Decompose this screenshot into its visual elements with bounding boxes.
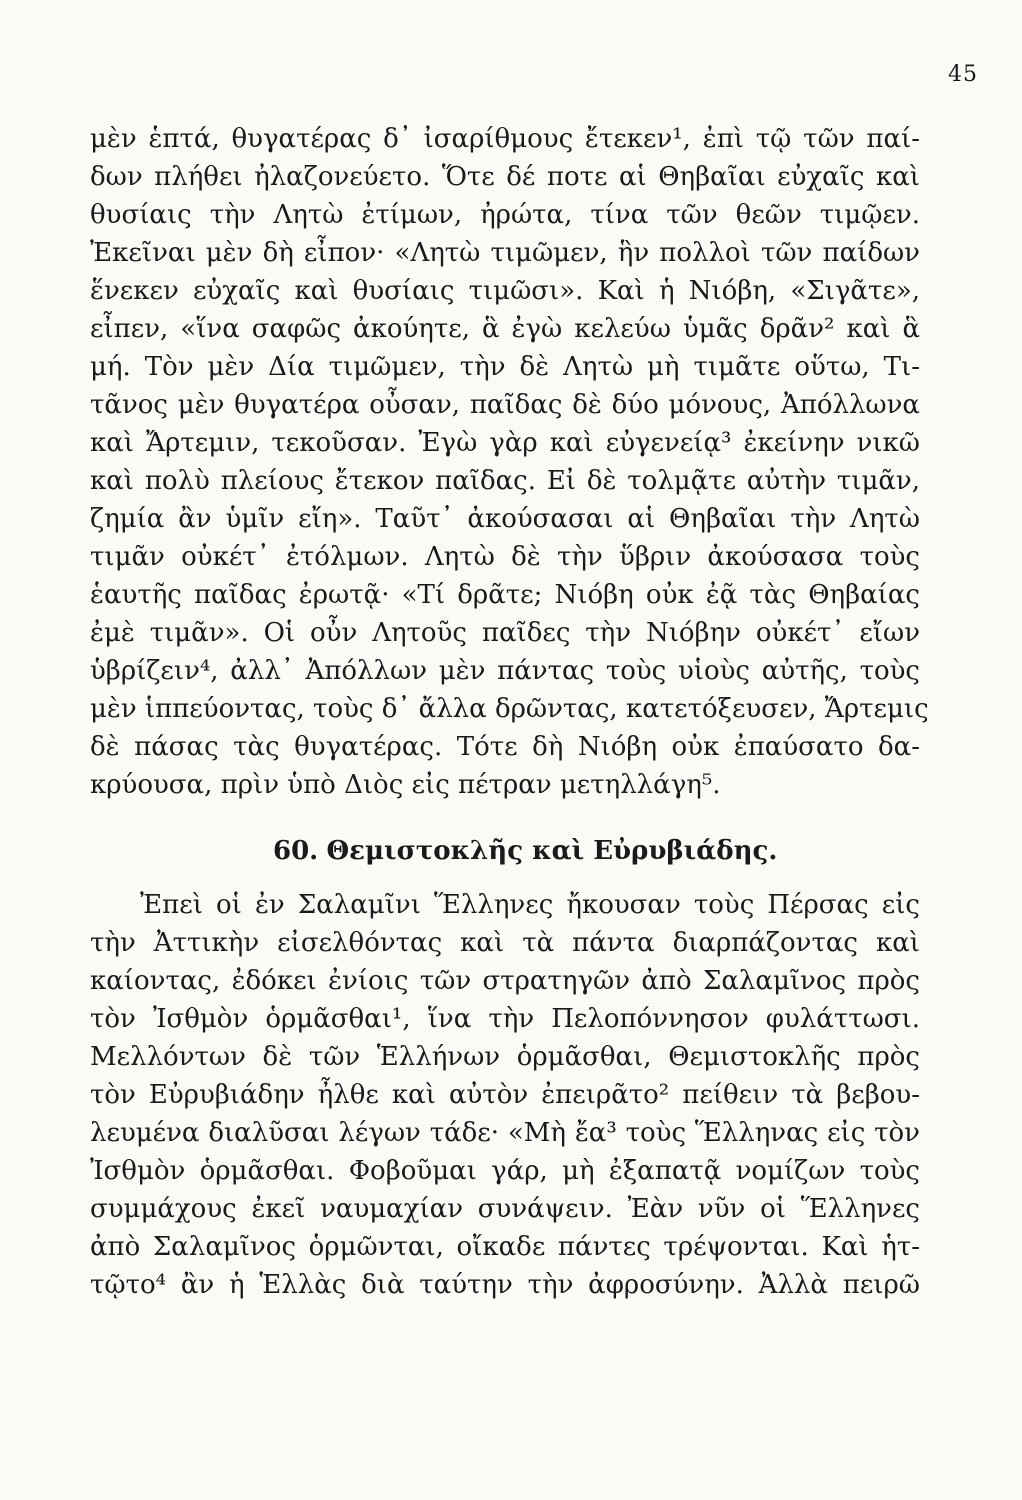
text-line: ἑαυτῆς παῖδας ἐρωτᾷ· «Τί δρᾶτε; Νιόβη οὐκ ἐᾷ τὰς Θηβαίας (90, 580, 920, 610)
text-line: μή. Τὸν μὲν Δία τιμῶμεν, τὴν δὲ Λητὼ μὴ τιμᾶτε οὕτω, Τι- (90, 352, 920, 382)
text-line: ἐμὲ τιμᾶν». Οἱ οὖν Λητοῦς παῖδες τὴν Νιόβην οὐκέτ᾽ εἴων (90, 618, 920, 648)
text-line: ἕνεκεν εὐχαῖς καὶ θυσίαις τιμῶσι». Καὶ ἡ Νιόβη, «Σιγᾶτε», (90, 276, 920, 306)
text-line: τῷτο⁴ ἂν ἡ Ἑλλὰς διὰ ταύτην τὴν ἀφροσύνην. Ἀλλὰ πειρῶ (90, 1270, 920, 1300)
text-line: τὸν Ἰσθμὸν ὁρμᾶσθαι¹, ἵνα τὴν Πελοπόννησον φυλάττωσι. (90, 1004, 920, 1034)
section-number: 60. (273, 836, 319, 866)
text-line: εἶπεν, «ἵνα σαφῶς ἀκούητε, ἃ ἐγὼ κελεύω ὑμᾶς δρᾶν² καὶ ἃ (90, 314, 920, 344)
text-line: καὶ Ἄρτεμιν, τεκοῦσαν. Ἐγὼ γὰρ καὶ εὐγενείᾳ³ ἐκείνην νικῶ (90, 428, 920, 458)
text-line: Ἰσθμὸν ὁρμᾶσθαι. Φοβοῦμαι γάρ, μὴ ἐξαπατᾷ νομίζων τοὺς (90, 1156, 920, 1186)
text-line: ὑβρίζειν⁴, ἀλλ᾽ Ἀπόλλων μὲν πάντας τοὺς υἱοὺς αὐτῆς, τοὺς (90, 656, 920, 686)
text-line: μὲν ἱππεύοντας, τοὺς δ᾽ ἄλλα δρῶντας, κατετόξευσεν, Ἄρτεμις (90, 694, 929, 724)
text-line: Ἐκεῖναι μὲν δὴ εἶπον· «Λητὼ τιμῶμεν, ἣν πολλοὶ τῶν παίδων (90, 238, 920, 268)
text-line: τὴν Ἀττικὴν εἰσελθόντας καὶ τὰ πάντα διαρπάζοντας καὶ (90, 928, 920, 958)
text-line: Μελλόντων δὲ τῶν Ἑλλήνων ὁρμᾶσθαι, Θεμιστοκλῆς πρὸς (90, 1042, 920, 1072)
text-line: συμμάχους ἐκεῖ ναυμαχίαν συνάψειν. Ἐὰν νῦν οἱ Ἕλληνες (90, 1194, 920, 1224)
text-line: τὸν Εὐρυβιάδην ἦλθε καὶ αὐτὸν ἐπειρᾶτο² πείθειν τὰ βεβου- (90, 1080, 920, 1110)
text-line: δὲ πάσας τὰς θυγατέρας. Τότε δὴ Νιόβη οὐκ ἐπαύσατο δα- (90, 732, 920, 762)
text-line: μὲν ἑπτά, θυγατέρας δ᾽ ἰσαρίθμους ἔτεκεν¹, ἐπὶ τῷ τῶν παί- (90, 124, 920, 154)
text-line: καίοντας, ἐδόκει ἐνίοις τῶν στρατηγῶν ἀπὸ Σαλαμῖνος πρὸς (90, 966, 920, 996)
text-line: λευμένα διαλῦσαι λέγων τάδε· «Μὴ ἔα³ τοὺς Ἕλληνας εἰς τὸν (90, 1118, 920, 1148)
text-line: δων πλήθει ἠλαζονεύετο. Ὅτε δέ ποτε αἱ Θηβαῖαι εὐχαῖς καὶ (90, 162, 920, 192)
section-heading (90, 816, 920, 886)
text-line: τιμᾶν οὐκέτ᾽ ἐτόλμων. Λητὼ δὲ τὴν ὕβριν ἀκούσασα τοὺς (90, 542, 920, 572)
text-line: θυσίαις τὴν Λητὼ ἐτίμων, ἠρώτα, τίνα τῶν θεῶν τιμῷεν. (90, 200, 920, 230)
text-line: κρύουσα, πρὶν ὑπὸ Διὸς εἰς πέτραν μετηλλάγη⁵. (90, 770, 721, 800)
body-text (90, 120, 929, 1304)
page-number: 45 (948, 62, 978, 87)
text-line: ζημία ἂν ὑμῖν εἴη». Ταῦτ᾽ ἀκούσασαι αἱ Θηβαῖαι τὴν Λητὼ (90, 504, 920, 534)
text-line: Ἐπεὶ οἱ ἐν Σαλαμῖνι Ἕλληνες ἤκουσαν τοὺς Πέρσας εἰς (140, 890, 920, 920)
text-line: καὶ πολὺ πλείους ἔτεκον παῖδας. Εἰ δὲ τολμᾷτε αὐτὴν τιμᾶν, (90, 466, 920, 496)
section-themistocles (90, 886, 920, 1304)
text-line: τᾶνος μὲν θυγατέρα οὖσαν, παῖδας δὲ δύο μόνους, Ἀπόλλωνα (90, 390, 920, 420)
section-title: Θεμιστοκλῆς καὶ Εὐρυβιάδης. (326, 836, 778, 866)
text-line: ἀπὸ Σαλαμῖνος ὁρμῶνται, οἴκαδε πάντες τρέψονται. Καὶ ἡτ- (90, 1232, 920, 1262)
section-niobe (90, 120, 929, 804)
